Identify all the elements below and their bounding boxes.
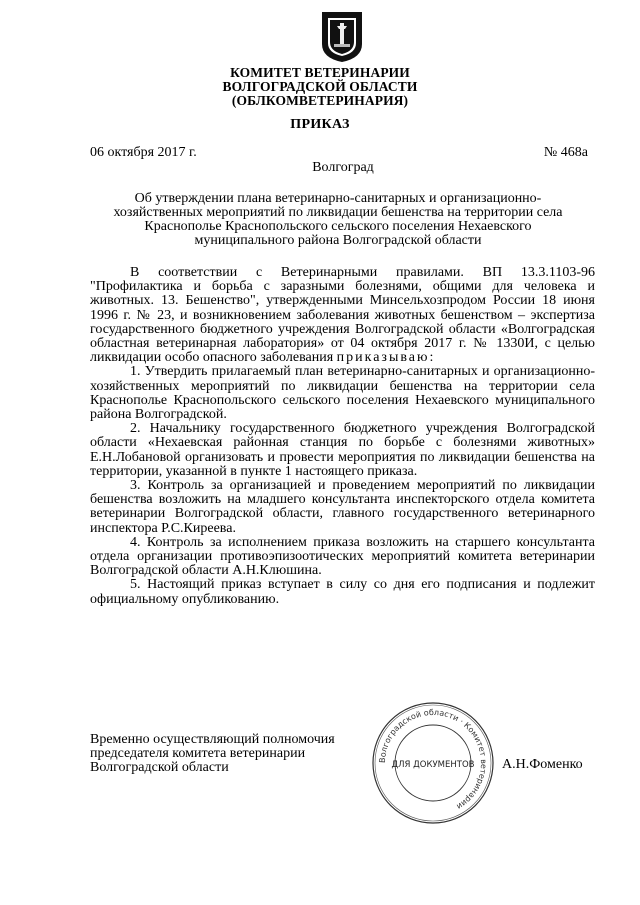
document-subject [110, 192, 566, 248]
document-type-title: ПРИКАЗ [290, 117, 350, 132]
stamp-outer-text: Волгоградской области · Комитет ветеринарии [377, 707, 489, 812]
document-body [90, 266, 595, 607]
document-city: Волгоград [312, 160, 374, 175]
official-stamp [370, 700, 496, 826]
stamp-center-text: ДЛЯ ДОКУМЕНТОВ [391, 760, 475, 770]
order-item-5: 5. Настоящий приказ вступает в силу со дня его подписания и подлежит официальному опубликованию. [90, 577, 595, 607]
signatory-position-line-2: председателя комитета ветеринарии [90, 746, 306, 761]
subject-line-1: Об утверждении плана ветеринарно-санитарных и организационно- [134, 191, 542, 206]
signatory-position [90, 733, 335, 775]
order-item-1: 1. Утвердить прилагаемый план ветеринарно-санитарных и организационно-хозяйственных мероприятий по ликвидации бешенства на территории села Краснополье Краснопольского сельского поселения Нехаевского муниципального района Волгоградской. [90, 364, 595, 423]
signatory-name: А.Н.Фоменко [502, 757, 583, 772]
order-word: приказываю: [336, 350, 436, 366]
preamble-paragraph [90, 266, 595, 365]
org-name-line-3: (ОБЛКОМВЕТЕРИНАРИЯ) [231, 93, 409, 108]
preamble-text: В соответствии с Ветеринарными правилами. ВП 13.3.1103-96 "Профилактика и борьба с заразными болезнями, общими для человека и животных. 13. Бешенство", утвержденными Минсельхозпродом России 18 июня 1996 г. № 23, и возникновением заболевания животных бешенством – экспертиза государственного бюджетного учреждения Волгоградской области «Волгоградская областная ветеринарная лаборатория» от 04 октября 2017 г. № 1330И, с целью ликвидации особо опасного заболевания [90, 265, 595, 366]
org-name-line-2: ВОЛГОГРАДСКОЙ ОБЛАСТИ [222, 79, 418, 94]
signatory-position-line-3: Волгоградской области [90, 760, 229, 775]
document-number: № 468а [543, 145, 588, 160]
document-date: 06 октября 2017 г. [90, 145, 197, 160]
order-item-3: 3. Контроль за организацией и проведением мероприятий по ликвидации бешенства возложить на младшего консультанта инспекторского отдела комитета ветеринарии Волгоградской области, главного государственного ветеринарного инспектора Р.С.Киреева. [90, 478, 595, 536]
subject-line-2: хозяйственных мероприятий по ликвидации бешенства на территории села [113, 205, 563, 220]
signatory-position-line-1: Временно осуществляющий полномочия [90, 732, 335, 747]
coat-of-arms-icon [320, 10, 364, 64]
subject-line-4: муниципального района Волгоградской области [194, 233, 482, 248]
org-name-line-1: КОМИТЕТ ВЕТЕРИНАРИИ [230, 65, 410, 80]
order-item-4: 4. Контроль за исполнением приказа возложить на старшего консультанта отдела организации противоэпизоотических мероприятий комитета ветеринарии Волгоградской области А.Н.Клюшина. [90, 534, 595, 579]
subject-line-3: Краснополье Краснопольского сельского поселения Нехаевского [144, 219, 532, 234]
order-item-2: 2. Начальнику государственного бюджетного учреждения Волгоградской области «Нехаевская районная станция по борьбе с болезнями животных» Е.Н.Лобановой организовать и провести мероприятия по ликвидации бешенства на территории, указанной в пункте 1 настоящего приказа. [90, 421, 595, 479]
organization-header [0, 66, 640, 108]
